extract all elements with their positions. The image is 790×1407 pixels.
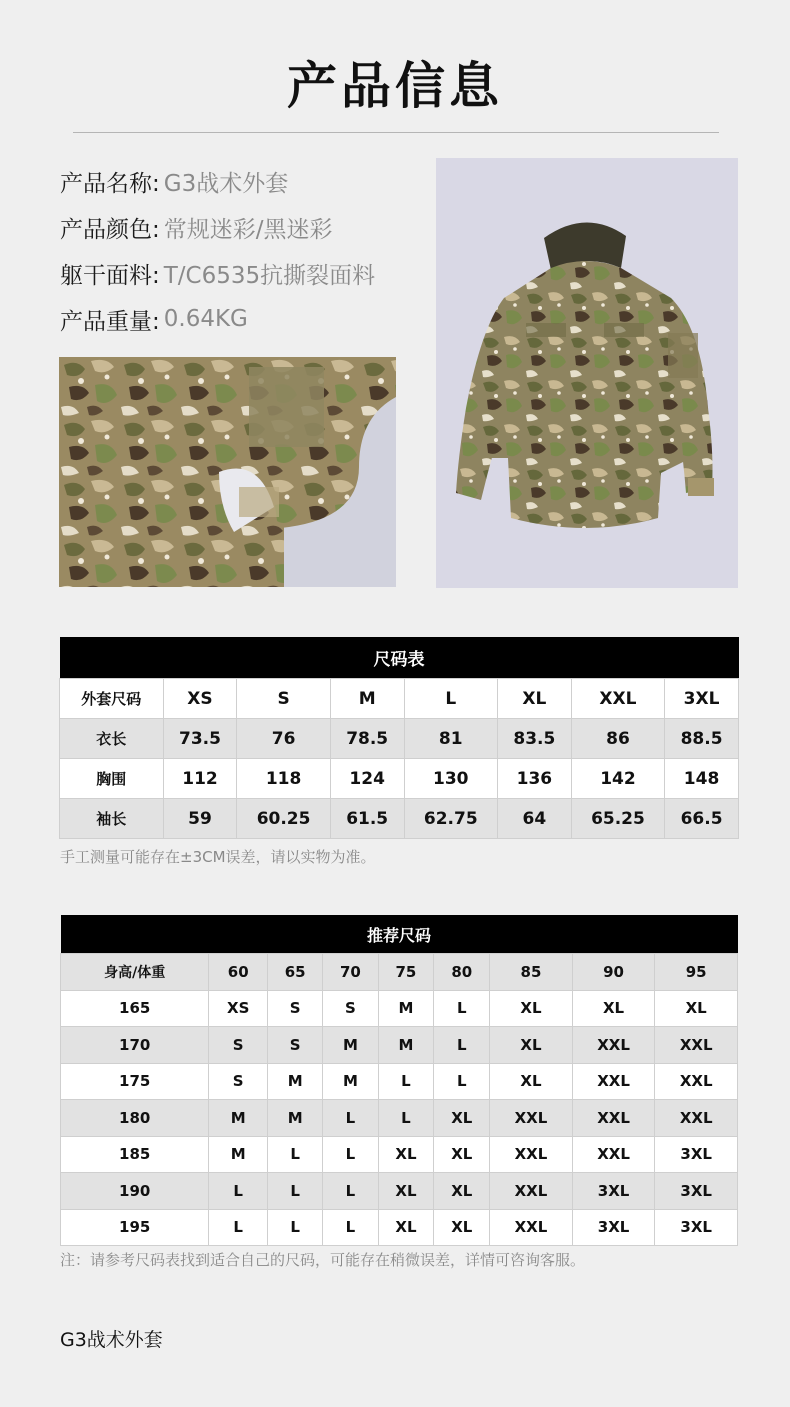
table-cell: 76: [237, 719, 330, 759]
table-cell: 身高/体重: [61, 954, 209, 991]
table-cell: XS: [209, 990, 268, 1027]
table-cell: XL: [490, 1027, 573, 1064]
table-cell: XL: [434, 1100, 490, 1137]
table-cell: L: [209, 1209, 268, 1246]
table-cell: 66.5: [665, 799, 739, 839]
table-cell: XXL: [490, 1173, 573, 1210]
table-cell: XL: [490, 1063, 573, 1100]
table-cell: 3XL: [572, 1209, 655, 1246]
size-chart-table: [59, 637, 739, 839]
table-row: [61, 990, 738, 1027]
table-cell: 64: [497, 799, 571, 839]
recommend-size-table: [60, 915, 738, 1246]
table-cell: S: [268, 1027, 323, 1064]
table-row: [61, 1173, 738, 1210]
table-header-row: [61, 954, 738, 991]
table-cell: XL: [378, 1209, 434, 1246]
table-cell: XL: [434, 1136, 490, 1173]
size-chart-note: 手工测量可能存在±3CM误差，请以实物为准。: [60, 848, 376, 866]
table-row: [60, 799, 739, 839]
table-cell: 88.5: [665, 719, 739, 759]
table-header-row: [60, 679, 739, 719]
table-cell: XXL: [490, 1100, 573, 1137]
table-cell: 170: [61, 1027, 209, 1064]
recommend-chart-title: 推荐尺码: [61, 915, 738, 954]
table-cell: 90: [572, 954, 655, 991]
table-cell: 3XL: [655, 1136, 738, 1173]
table-cell: XL: [434, 1173, 490, 1210]
table-cell: XXL: [572, 1063, 655, 1100]
table-cell: M: [209, 1100, 268, 1137]
table-cell: 65: [268, 954, 323, 991]
product-info: [60, 158, 375, 342]
table-row: [61, 1136, 738, 1173]
table-cell: S: [237, 679, 330, 719]
table-cell: S: [323, 990, 378, 1027]
table-cell: XXL: [572, 1100, 655, 1137]
table-row: [61, 1063, 738, 1100]
table-cell: M: [268, 1100, 323, 1137]
table-cell: L: [268, 1209, 323, 1246]
info-row-color: [60, 204, 375, 250]
table-cell: 136: [497, 759, 571, 799]
table-cell: 3XL: [655, 1209, 738, 1246]
table-cell: 195: [61, 1209, 209, 1246]
table-cell: L: [434, 1027, 490, 1064]
table-cell: M: [323, 1063, 378, 1100]
table-cell: L: [323, 1209, 378, 1246]
table-row: [60, 759, 739, 799]
table-cell: 148: [665, 759, 739, 799]
table-cell: 75: [378, 954, 434, 991]
jacket-product-photo: [436, 158, 738, 588]
table-cell: 80: [434, 954, 490, 991]
table-cell: XL: [378, 1136, 434, 1173]
table-cell: 112: [163, 759, 237, 799]
table-cell: XS: [163, 679, 237, 719]
table-cell: 衣长: [60, 719, 164, 759]
table-cell: XL: [655, 990, 738, 1027]
table-cell: S: [209, 1063, 268, 1100]
table-cell: XL: [434, 1209, 490, 1246]
table-cell: M: [268, 1063, 323, 1100]
table-cell: XXL: [572, 1136, 655, 1173]
table-cell: 86: [571, 719, 664, 759]
sleeve-detail-photo: [59, 357, 396, 587]
info-label: 产品名称:: [60, 170, 160, 197]
table-cell: 83.5: [497, 719, 571, 759]
info-row-name: [60, 158, 375, 204]
table-cell: L: [323, 1100, 378, 1137]
table-cell: 61.5: [330, 799, 404, 839]
info-value: 常规迷彩/黑迷彩: [163, 216, 333, 243]
table-cell: XL: [572, 990, 655, 1027]
size-chart-title: 尺码表: [60, 637, 739, 679]
page-title: 产品信息: [287, 57, 503, 115]
table-cell: M: [323, 1027, 378, 1064]
table-cell: 65.25: [571, 799, 664, 839]
table-cell: M: [330, 679, 404, 719]
table-cell: 81: [404, 719, 497, 759]
table-cell: 95: [655, 954, 738, 991]
title-divider: [73, 132, 719, 133]
table-cell: 外套尺码: [60, 679, 164, 719]
table-cell: M: [378, 1027, 434, 1064]
table-cell: 3XL: [572, 1173, 655, 1210]
info-value: T/C6535抗撕裂面料: [163, 262, 376, 289]
table-cell: XXL: [571, 679, 664, 719]
table-cell: 165: [61, 990, 209, 1027]
table-row: [61, 1027, 738, 1064]
table-cell: 185: [61, 1136, 209, 1173]
info-label: 产品重量:: [60, 308, 160, 335]
table-cell: 190: [61, 1173, 209, 1210]
table-cell: L: [268, 1136, 323, 1173]
info-label: 躯干面料:: [60, 262, 160, 289]
table-cell: XL: [497, 679, 571, 719]
info-label: 产品颜色:: [60, 216, 160, 243]
table-cell: XL: [378, 1173, 434, 1210]
table-cell: 78.5: [330, 719, 404, 759]
table-cell: S: [268, 990, 323, 1027]
info-row-weight: [60, 296, 375, 342]
table-cell: 180: [61, 1100, 209, 1137]
table-row: [60, 719, 739, 759]
info-value: G3战术外套: [163, 170, 289, 197]
table-cell: 124: [330, 759, 404, 799]
table-cell: M: [209, 1136, 268, 1173]
table-cell: L: [434, 990, 490, 1027]
table-cell: 85: [490, 954, 573, 991]
table-cell: XXL: [655, 1100, 738, 1137]
table-cell: 118: [237, 759, 330, 799]
table-cell: L: [378, 1063, 434, 1100]
table-cell: L: [323, 1136, 378, 1173]
info-row-fabric: [60, 250, 375, 296]
table-cell: L: [209, 1173, 268, 1210]
table-cell: 胸围: [60, 759, 164, 799]
table-cell: XL: [490, 990, 573, 1027]
table-cell: 62.75: [404, 799, 497, 839]
table-cell: XXL: [655, 1027, 738, 1064]
table-cell: 袖长: [60, 799, 164, 839]
table-cell: 73.5: [163, 719, 237, 759]
table-cell: L: [323, 1173, 378, 1210]
table-cell: XXL: [655, 1063, 738, 1100]
recommend-chart-note: 注：请参考尺码表找到适合自己的尺码，可能存在稍微误差，详情可咨询客服。: [60, 1251, 586, 1269]
table-row: [61, 1209, 738, 1246]
table-cell: L: [404, 679, 497, 719]
table-cell: 59: [163, 799, 237, 839]
footer-product-name: G3战术外套: [60, 1329, 163, 1351]
table-cell: 130: [404, 759, 497, 799]
info-value: 0.64KG: [163, 306, 248, 332]
table-cell: L: [378, 1100, 434, 1137]
table-cell: 175: [61, 1063, 209, 1100]
table-cell: 3XL: [655, 1173, 738, 1210]
table-cell: 3XL: [665, 679, 739, 719]
table-cell: L: [268, 1173, 323, 1210]
table-cell: XXL: [490, 1209, 573, 1246]
table-cell: M: [378, 990, 434, 1027]
table-row: [61, 1100, 738, 1137]
table-cell: L: [434, 1063, 490, 1100]
table-cell: 60.25: [237, 799, 330, 839]
table-cell: 70: [323, 954, 378, 991]
table-cell: XXL: [490, 1136, 573, 1173]
table-cell: 142: [571, 759, 664, 799]
table-cell: 60: [209, 954, 268, 991]
table-cell: S: [209, 1027, 268, 1064]
table-cell: XXL: [572, 1027, 655, 1064]
